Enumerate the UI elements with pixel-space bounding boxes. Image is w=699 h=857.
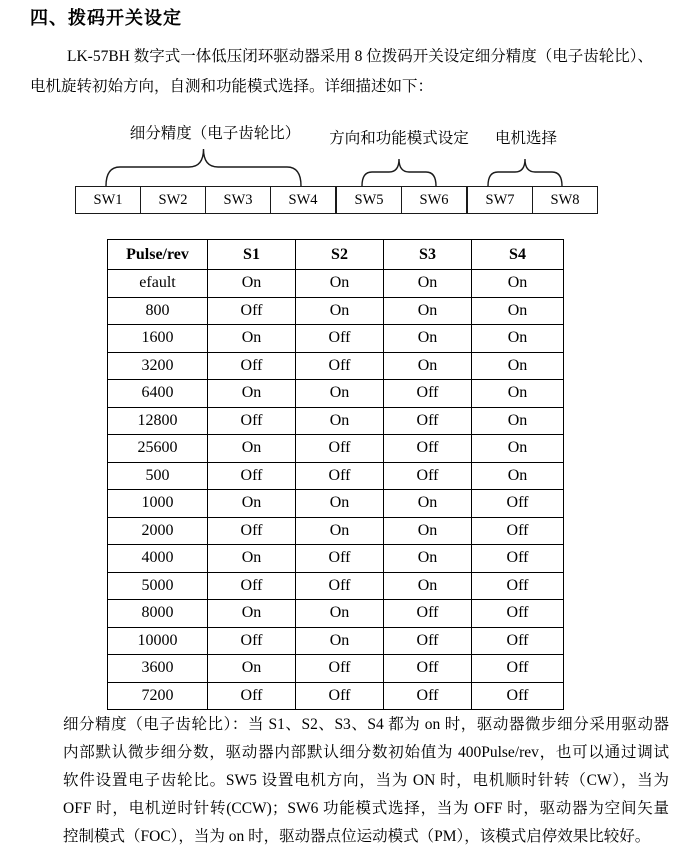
table-cell: Off bbox=[472, 682, 564, 710]
table-cell: 12800 bbox=[108, 407, 208, 435]
dip-switch-cell-sw3: SW3 bbox=[206, 187, 271, 213]
table-cell: On bbox=[208, 270, 296, 298]
table-cell: On bbox=[296, 517, 384, 545]
page-title: 四、拨码开关设定 bbox=[30, 8, 182, 28]
table-cell: On bbox=[208, 435, 296, 463]
column-header: S1 bbox=[208, 240, 296, 270]
table-cell: Off bbox=[296, 545, 384, 573]
table-cell: On bbox=[472, 435, 564, 463]
description-line-4: OFF 时，电机逆时针转(CCW)；SW6 功能模式选择，当为 OFF 时，驱动器为空间矢量 bbox=[63, 800, 669, 817]
dip-switch-cell-sw5: SW5 bbox=[337, 187, 402, 213]
switch-group-motor-select bbox=[467, 186, 598, 214]
table-cell: On bbox=[384, 545, 472, 573]
table-cell: On bbox=[296, 407, 384, 435]
table-cell: Off bbox=[384, 655, 472, 683]
column-header: S3 bbox=[384, 240, 472, 270]
table-cell: On bbox=[472, 407, 564, 435]
dip-switch-cell-sw4: SW4 bbox=[288, 191, 318, 208]
table-cell: Off bbox=[384, 380, 472, 408]
table-cell: On bbox=[472, 352, 564, 380]
table-cell: 8000 bbox=[108, 600, 208, 628]
table-cell: On bbox=[472, 462, 564, 490]
table-cell: Off bbox=[384, 627, 472, 655]
table-cell: 6400 bbox=[108, 380, 208, 408]
table-cell: 10000 bbox=[108, 627, 208, 655]
switch-group-direction-mode bbox=[336, 186, 467, 214]
table-cell: Off bbox=[472, 627, 564, 655]
table-cell: Off bbox=[384, 435, 472, 463]
table-cell: 500 bbox=[108, 462, 208, 490]
group-label-direction-mode: 方向和功能模式设定 bbox=[329, 130, 469, 147]
table-cell: 2000 bbox=[108, 517, 208, 545]
table-cell: On bbox=[296, 490, 384, 518]
table-cell: On bbox=[208, 380, 296, 408]
table-row bbox=[108, 545, 564, 573]
column-header: S2 bbox=[296, 240, 384, 270]
table-cell: On bbox=[472, 325, 564, 353]
table-cell: On bbox=[208, 545, 296, 573]
table-row bbox=[108, 627, 564, 655]
pulse-table-body bbox=[108, 270, 564, 710]
description-line-3: 软件设置电子齿轮比。SW5 设置电机方向，当为 ON 时，电机顺时针转（CW），当为 bbox=[63, 772, 669, 789]
table-cell: On bbox=[296, 297, 384, 325]
table-row bbox=[108, 682, 564, 710]
table-cell: On bbox=[296, 270, 384, 298]
table-cell: On bbox=[384, 297, 472, 325]
pulse-table-header bbox=[108, 240, 564, 270]
dip-switch-cell-sw6: SW6 bbox=[419, 191, 449, 208]
table-cell: Off bbox=[296, 325, 384, 353]
table-row bbox=[108, 490, 564, 518]
table-cell: On bbox=[296, 627, 384, 655]
table-cell: Off bbox=[472, 600, 564, 628]
switch-group-microstep bbox=[75, 186, 336, 214]
table-header-row bbox=[108, 240, 564, 270]
pulse-settings-table bbox=[107, 239, 564, 710]
table-cell: On bbox=[384, 517, 472, 545]
table-cell: On bbox=[472, 297, 564, 325]
table-cell: Off bbox=[208, 682, 296, 710]
description-line-5: 控制模式（FOC），当为 on 时，驱动器点位运动模式（PM），该模式启停效果比较好。 bbox=[63, 828, 651, 845]
dip-switch-cell-sw7: SW7 bbox=[468, 187, 533, 213]
dip-switch-cell-sw8: SW8 bbox=[550, 191, 580, 208]
table-cell: Off bbox=[296, 435, 384, 463]
table-cell: On bbox=[296, 600, 384, 628]
table-cell: Off bbox=[472, 490, 564, 518]
table-cell: Off bbox=[296, 352, 384, 380]
table-cell: Off bbox=[472, 517, 564, 545]
table-cell: Off bbox=[296, 462, 384, 490]
table-cell: Off bbox=[384, 407, 472, 435]
table-cell: On bbox=[384, 352, 472, 380]
table-cell: On bbox=[208, 600, 296, 628]
table-row bbox=[108, 600, 564, 628]
table-cell: On bbox=[472, 270, 564, 298]
table-cell: Off bbox=[208, 517, 296, 545]
description-paragraph bbox=[63, 711, 669, 851]
table-cell: 5000 bbox=[108, 572, 208, 600]
table-row bbox=[108, 655, 564, 683]
table-cell: Off bbox=[472, 545, 564, 573]
table-cell: 1600 bbox=[108, 325, 208, 353]
table-cell: Off bbox=[208, 407, 296, 435]
table-cell: On bbox=[384, 270, 472, 298]
table-cell: 25600 bbox=[108, 435, 208, 463]
column-header: S4 bbox=[472, 240, 564, 270]
table-cell: On bbox=[296, 380, 384, 408]
table-cell: Off bbox=[384, 600, 472, 628]
table-cell: Off bbox=[384, 462, 472, 490]
table-cell: Off bbox=[472, 655, 564, 683]
table-cell: Off bbox=[384, 682, 472, 710]
table-cell: Off bbox=[296, 655, 384, 683]
table-row bbox=[108, 407, 564, 435]
table-row bbox=[108, 462, 564, 490]
brace-motor-select-icon bbox=[487, 158, 563, 186]
table-cell: 1000 bbox=[108, 490, 208, 518]
table-cell: Off bbox=[296, 572, 384, 600]
description-line-2: 内部默认微步细分数，驱动器内部默认细分数初始值为 400Pulse/rev，也可以通过调试 bbox=[63, 744, 669, 761]
table-row bbox=[108, 270, 564, 298]
table-cell: 3200 bbox=[108, 352, 208, 380]
table-cell: Off bbox=[472, 572, 564, 600]
table-cell: 7200 bbox=[108, 682, 208, 710]
table-cell: 800 bbox=[108, 297, 208, 325]
table-cell: On bbox=[208, 490, 296, 518]
table-row bbox=[108, 325, 564, 353]
group-label-microstep: 细分精度（电子齿轮比） bbox=[129, 125, 301, 142]
dip-switch-cell-sw1: SW1 bbox=[76, 187, 141, 213]
group-label-motor-select: 电机选择 bbox=[494, 130, 558, 147]
intro-line-2: 电机旋转初始方向，自测和功能模式选择。详细描述如下： bbox=[30, 78, 434, 95]
table-row bbox=[108, 435, 564, 463]
table-cell: efault bbox=[108, 270, 208, 298]
table-cell: 4000 bbox=[108, 545, 208, 573]
table-cell: Off bbox=[208, 462, 296, 490]
dip-switch-cell-sw2: SW2 bbox=[141, 187, 206, 213]
table-cell: On bbox=[208, 325, 296, 353]
dip-switch-diagram bbox=[0, 0, 699, 230]
table-cell: On bbox=[472, 380, 564, 408]
intro-line-1: LK-57BH 数字式一体低压闭环驱动器采用 8 位拨码开关设定细分精度（电子齿轮比）、 bbox=[67, 48, 653, 65]
table-row bbox=[108, 297, 564, 325]
column-header: Pulse/rev bbox=[108, 240, 208, 270]
table-cell: On bbox=[384, 572, 472, 600]
description-line-1: 细分精度（电子齿轮比）：当 S1、S2、S3、S4 都为 on 时，驱动器微步细分采用驱动器 bbox=[63, 716, 669, 733]
table-cell: 3600 bbox=[108, 655, 208, 683]
brace-direction-mode-icon bbox=[361, 158, 437, 186]
table-cell: Off bbox=[208, 352, 296, 380]
table-cell: Off bbox=[208, 627, 296, 655]
table-cell: Off bbox=[208, 572, 296, 600]
table-cell: Off bbox=[208, 297, 296, 325]
table-row bbox=[108, 352, 564, 380]
table-row bbox=[108, 572, 564, 600]
table-cell: On bbox=[208, 655, 296, 683]
table-cell: Off bbox=[296, 682, 384, 710]
table-cell: On bbox=[384, 490, 472, 518]
table-row bbox=[108, 517, 564, 545]
table-cell: On bbox=[384, 325, 472, 353]
brace-microstep-icon bbox=[105, 148, 302, 186]
table-row bbox=[108, 380, 564, 408]
dip-switch-row bbox=[75, 186, 598, 214]
